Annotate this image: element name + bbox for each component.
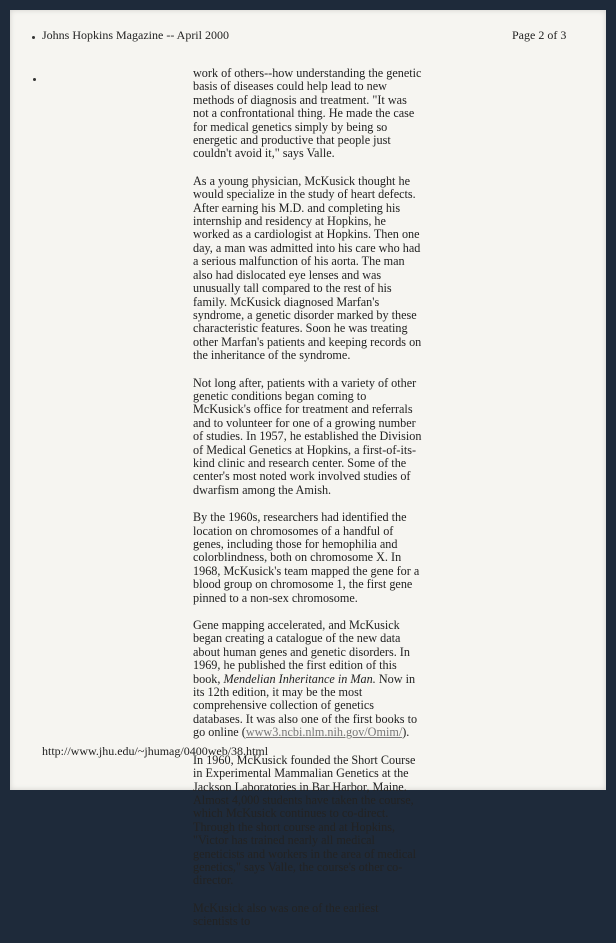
footer-url: http://www.jhu.edu/~jhumag/0400web/38.html	[42, 744, 269, 758]
paragraph	[193, 619, 425, 740]
paragraph-text: Gene mapping accelerated, and McKusick began creating a catalogue of the new data about human genes and genetic disorders. In 1969, he published the first edition of this book,	[193, 618, 410, 686]
paragraph: Not long after, patients with a variety of other genetic conditions began coming to McKusick's office for treatment and referrals and to volunteer for one of a growing number of studies. In 1957, he established the Division of Medical Genetics at Hopkins, a first-of-its-kind clinic and research center. Some of the center's most noted work involved studies of dwarfism among the Amish.	[193, 375, 422, 497]
paragraph: work of others--how understanding the genetic basis of diseases could help lead to new methods of diagnosis and treatment. "It was not a confrontational thing. He made the case for medical genetics simply by being so energetic and productive that people just couldn't avoid it," says Valle.	[193, 66, 422, 161]
header-title: Johns Hopkins Magazine -- April 2000	[42, 28, 229, 42]
paragraph-text: ).	[402, 725, 410, 740]
omim-link[interactable]: www3.ncbi.nlm.nih.gov/Omim/	[245, 725, 403, 740]
punch-mark	[32, 36, 35, 39]
paragraph-text: Now in its 12th edition, it may be the most comprehensive collection of genetics databases. It was also one of the first books to go online (	[193, 671, 418, 740]
page-number: Page 2 of 3	[512, 28, 567, 42]
paragraph: In 1960, McKusick founded the Short Course in Experimental Mammalian Genetics at the Jackson Laboratories in Bar Harbor, Maine. Almost 4,000 students have taken the course, which McKusick continues to co-direct. Through the short course and at Hopkins, "Victor has trained nearly all medical geneticists and workers in the area of medical genetics," says Valle, the course's other co-director.	[193, 752, 417, 888]
punch-mark	[33, 78, 36, 81]
paragraph: As a young physician, McKusick thought he would specialize in the study of heart defects. After earning his M.D. and completing his internship and residency at Hopkins, he worked as a cardiologist at Hopkins. Then one day, a man was admitted into his care who had a serious malfunction of his aorta. The man also had dislocated eye lenses and was unusually tall compared to the rest of his family. McKusick diagnosed Marfan's syndrome, a genetic disorder marked by these characteristic features. Soon he was treating other Marfan's patients and keeping records on the inheritance of the syndrome.	[193, 173, 422, 363]
book-title: Mendelian Inheritance in Man.	[223, 671, 376, 686]
article-body	[193, 67, 425, 943]
paragraph: McKusick also was one of the earliest scientists to	[193, 900, 379, 929]
paragraph: By the 1960s, researchers had identified the location on chromosomes of a handful of genes, including those for hemophilia and colorblindness, both on chromosome X. In 1968, McKusick's team mapped the gene for a blood group on chromosome 1, the first gene pinned to a non-sex chromosome.	[193, 510, 420, 605]
